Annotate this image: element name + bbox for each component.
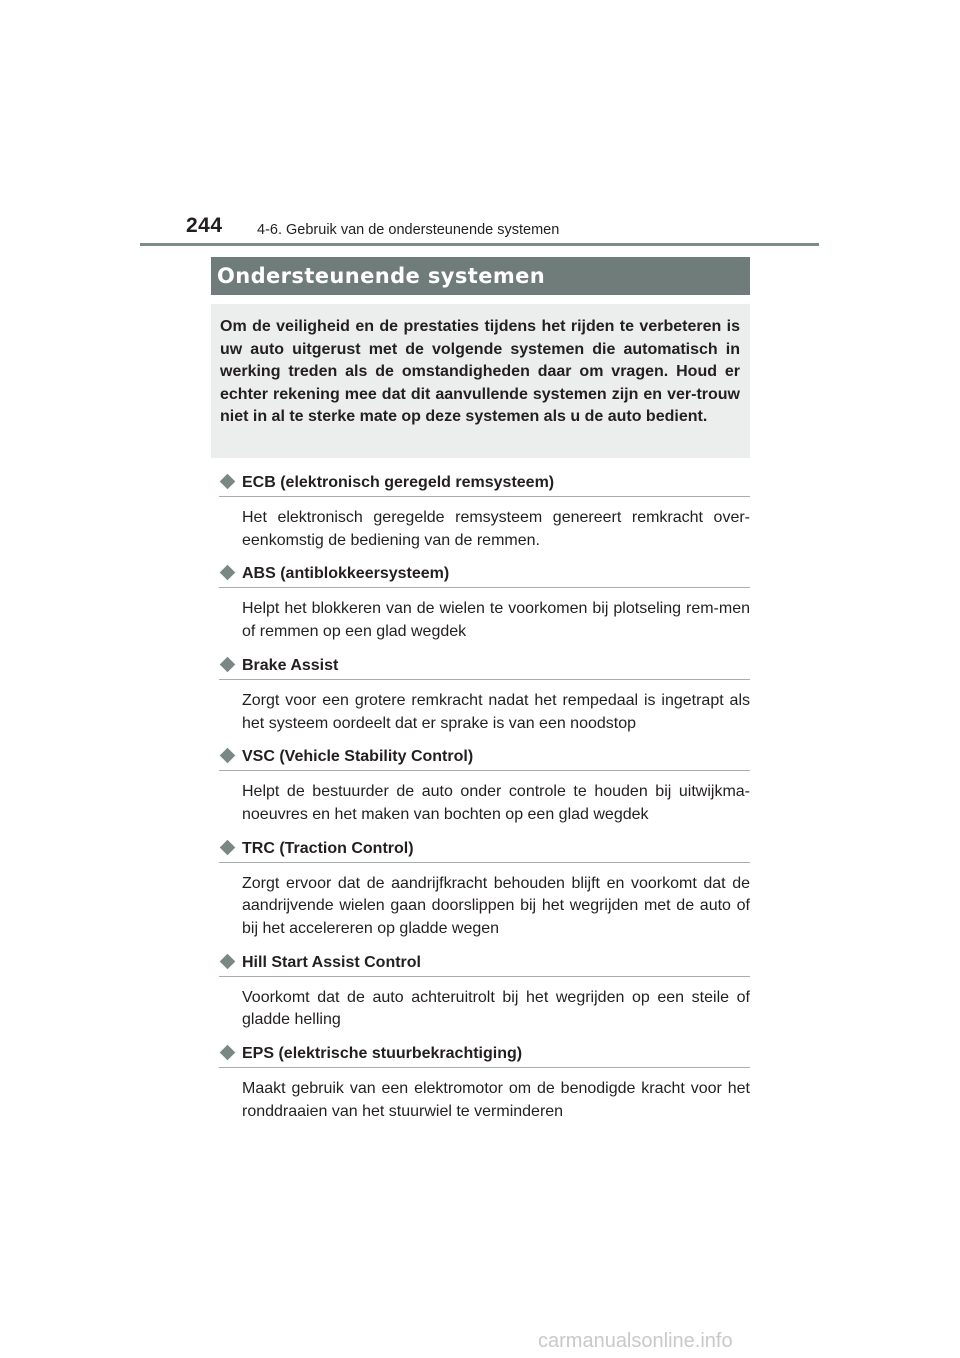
diamond-bullet-icon xyxy=(220,657,236,673)
item-title: ABS (antiblokkeersysteem) xyxy=(242,565,450,583)
list-item xyxy=(219,950,750,1032)
section-title: Ondersteunende systemen xyxy=(217,264,546,288)
watermark-link[interactable]: carmanualsonline.info xyxy=(538,1330,733,1352)
item-description: Voorkomt dat de auto achteruitrolt bij het wegrijden op een steile of gladde helling xyxy=(242,988,750,1029)
running-head: 4-6. Gebruik van de ondersteunende systemen xyxy=(257,222,560,238)
item-title: Hill Start Assist Control xyxy=(242,953,421,971)
item-heading xyxy=(219,1041,750,1068)
item-description: Zorgt ervoor dat de aandrijfkracht behouden blijft en voorkomt dat de aandrijvende wielen gaan doorslippen bij het wegrijden met de auto of bij het accelereren op gladde wegen xyxy=(242,874,750,938)
item-title: ECB (elektronisch geregeld remsysteem) xyxy=(242,474,555,491)
list-item xyxy=(219,470,750,552)
item-heading xyxy=(219,836,750,863)
item-heading xyxy=(219,470,750,497)
intro-text: Om de veiligheid en de prestaties tijdens het rijden te verbeteren is uw auto uitgerust met de volgende systemen die automatisch in werking treden als de omstandigheden daar om vragen. Houd er echter rekening mee dat dit aanvullende systemen zijn en ver-trouw niet in al te sterke mate op deze systemen als u de auto bedient. xyxy=(220,318,740,426)
diamond-bullet-icon xyxy=(220,474,236,490)
list-item xyxy=(219,653,750,735)
item-heading xyxy=(219,653,750,680)
item-title: EPS (elektrische stuurbekrachtiging) xyxy=(242,1045,523,1063)
diamond-bullet-icon xyxy=(220,953,236,969)
intro-box xyxy=(211,304,750,458)
item-description: Het elektronisch geregelde remsysteem genereert remkracht over-eenkomstig de bediening van de remmen. xyxy=(242,509,750,549)
list-item xyxy=(219,561,750,643)
page-number: 244 xyxy=(186,214,223,237)
item-heading xyxy=(219,561,750,588)
section-banner xyxy=(211,257,750,295)
list-item xyxy=(219,1041,750,1123)
item-title: TRC (Traction Control) xyxy=(242,839,414,857)
feature-list xyxy=(219,470,750,1124)
list-item xyxy=(219,744,750,826)
item-heading xyxy=(219,744,750,771)
item-description: Helpt het blokkeren van de wielen te voorkomen bij plotseling rem-men of remmen op een glad wegdek xyxy=(242,600,750,641)
diamond-bullet-icon xyxy=(220,565,236,581)
diamond-bullet-icon xyxy=(220,839,236,855)
item-description: Maakt gebruik van een elektromotor om de benodigde kracht voor het ronddraaien van het stuurwiel te verminderen xyxy=(242,1080,750,1120)
diamond-bullet-icon xyxy=(220,748,236,764)
item-description: Zorgt voor een grotere remkracht nadat het rempedaal is ingetrapt als het systeem oordeelt dat er sprake is van een noodstop xyxy=(242,691,750,732)
list-item xyxy=(219,836,750,941)
item-title: Brake Assist xyxy=(242,656,339,674)
item-title: VSC (Vehicle Stability Control) xyxy=(242,748,474,766)
item-description: Helpt de bestuurder de auto onder controle te houden bij uitwijkma-noeuvres en het maken van bochten op een glad wegdek xyxy=(242,783,750,823)
diamond-bullet-icon xyxy=(220,1045,236,1061)
header-rule xyxy=(140,243,819,246)
item-heading xyxy=(219,950,750,977)
